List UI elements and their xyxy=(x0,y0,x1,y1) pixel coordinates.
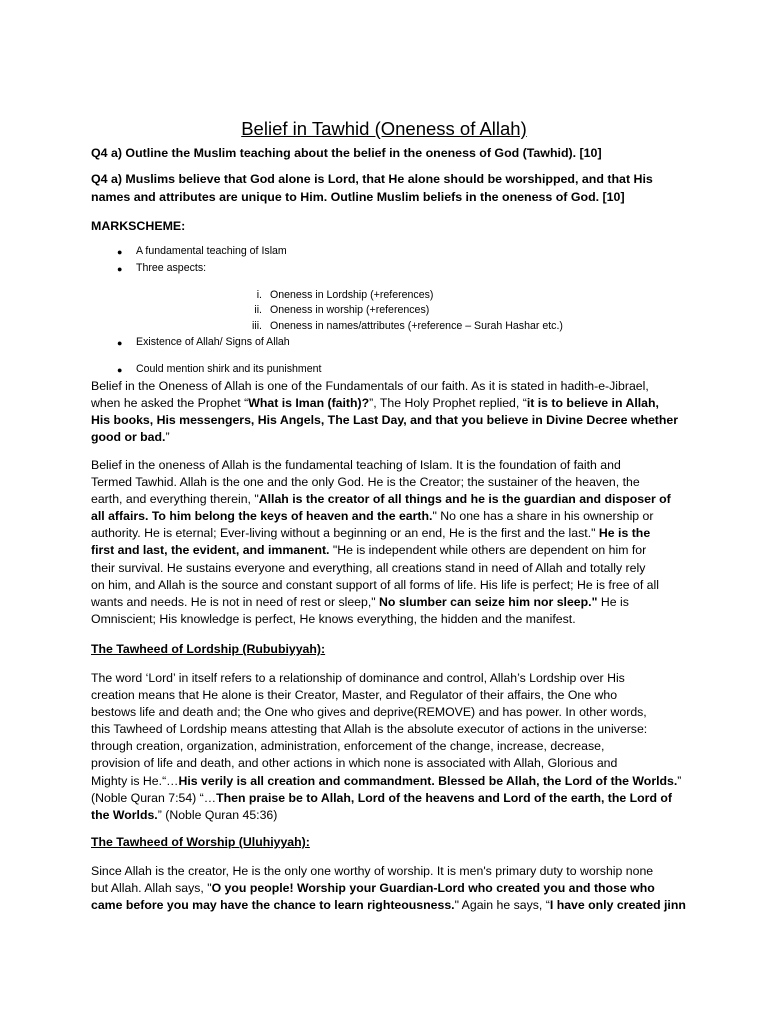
text-run: (Noble Quran 7:54) “… xyxy=(91,790,217,805)
paragraph-line xyxy=(91,378,676,395)
text-run: authority. He is eternal; Ever-living without a beginning or an end, He is the first and the last." xyxy=(91,526,599,541)
text-run: through creation, organization, administration, enforcement of the change, increase, decrease, xyxy=(91,739,605,754)
paragraph-line xyxy=(91,738,676,755)
bold-text: the Worlds. xyxy=(91,807,158,822)
paragraph-line xyxy=(91,863,676,880)
bold-text: it is to believe in Allah, xyxy=(526,396,659,411)
text-run: " No one has a share in his ownership or xyxy=(432,509,654,524)
heading-worship: The Tawheed of Worship (Uluhiyyah): xyxy=(91,835,310,849)
aspect-text: Oneness in worship (+references) xyxy=(270,304,430,316)
aspect-number: i. xyxy=(256,289,262,301)
text-run: "He is independent while others are dependent on him for xyxy=(329,543,647,558)
text-run: on him, and Allah is the source and constant support of all forms of life. His life is perfect; He is free of all xyxy=(91,577,659,592)
bold-text: came before you may have the chance to learn righteousness. xyxy=(91,898,455,913)
bold-text: first and last, the evident, and immanent. xyxy=(91,543,330,558)
paragraph-line xyxy=(91,508,676,525)
markscheme-heading: MARKSCHEME: xyxy=(91,219,186,233)
paragraph-line xyxy=(91,704,676,721)
question-1: Q4 a) Outline the Muslim teaching about the belief in the oneness of God (Tawhid). [10] xyxy=(91,146,602,160)
paragraph-line xyxy=(91,412,679,429)
question-2: Q4 a) Muslims believe that God alone is Lord, that He alone should be worshipped, and that His names and attributes are unique to Him. Outline Muslim beliefs in the oneness of God. [10] xyxy=(91,172,653,204)
bold-text: His verily is all creation and commandment. Blessed be Allah, the Lord of the Worlds. xyxy=(178,773,678,788)
paragraph-line xyxy=(91,790,676,807)
text-run: Omniscient; His knowledge is perfect, He knows everything, the hidden and the manifest. xyxy=(91,611,576,626)
markscheme-bullet: Could mention shirk and its punishment xyxy=(136,363,322,375)
text-run: creation means that He alone is their Creator, Master, and Regulator of their affairs, the One who xyxy=(91,688,618,703)
text-run: The word ‘Lord’ in itself refers to a relationship of dominance and control, Allah’s Lordship over His xyxy=(91,671,625,685)
paragraph-line xyxy=(91,755,676,772)
aspect-text: Oneness in names/attributes (+reference – Surah Hashar etc.) xyxy=(270,320,563,332)
bullet-icon: ● xyxy=(117,247,123,257)
text-run: provision of life and death, and other actions in which none is associated with Allah, Glorious and xyxy=(91,756,618,771)
text-run: He is xyxy=(597,594,629,609)
markscheme-bullet: A fundamental teaching of Islam xyxy=(136,245,287,257)
text-run: Since Allah is the creator, He is the only one worthy of worship. It is men's primary duty to worship none xyxy=(91,864,654,878)
bold-text: His books, His messengers, His Angels, The Last Day, and that you believe in Divine Decree whether xyxy=(91,413,679,428)
markscheme-bullet: Existence of Allah/ Signs of Allah xyxy=(136,336,290,348)
paragraph-line xyxy=(91,429,676,446)
paragraph-line xyxy=(91,542,676,559)
paragraph-line xyxy=(91,525,676,542)
paragraph-line xyxy=(91,611,676,628)
paragraph-line xyxy=(91,577,676,594)
text-run: Mighty is He.“… xyxy=(91,773,179,788)
paragraph-hadith xyxy=(91,378,679,446)
paragraph-line xyxy=(91,457,676,474)
text-run: " Again he says, “ xyxy=(454,898,550,913)
text-run: bestows life and death and; the One who gives and deprive(REMOVE) and has power. In other words, xyxy=(91,705,647,720)
aspect-text: Oneness in Lordship (+references) xyxy=(270,289,434,301)
paragraph-worship xyxy=(91,863,686,914)
paragraph-lordship xyxy=(91,670,682,824)
heading-lordship: The Tawheed of Lordship (Rububiyyah): xyxy=(91,642,326,656)
paragraph-line xyxy=(91,897,686,914)
bold-text: Allah is the creator of all things and he is the guardian and disposer of xyxy=(258,492,671,507)
paragraph-line xyxy=(91,687,676,704)
paragraph-line xyxy=(91,807,676,824)
bold-text: I have only created jinn xyxy=(549,898,686,913)
paragraph-line xyxy=(91,880,676,897)
bold-text: He is the xyxy=(598,526,651,541)
document-title: Belief in Tawhid (Oneness of Allah) xyxy=(241,118,527,139)
text-run: Belief in the oneness of Allah is the fundamental teaching of Islam. It is the foundation of faith and xyxy=(91,458,621,472)
bold-text: good or bad. xyxy=(91,430,166,445)
paragraph-line xyxy=(91,773,682,790)
paragraph-line xyxy=(91,491,676,508)
markscheme-bullet: Three aspects: xyxy=(136,262,207,274)
paragraph-line xyxy=(91,395,676,412)
bold-text: Then praise be to Allah, Lord of the heavens and Lord of the earth, the Lord of xyxy=(216,790,673,805)
text-run: ” xyxy=(165,430,170,445)
text-run: ” (Noble Quran 45:36) xyxy=(157,807,278,822)
bold-text: What is Iman (faith)? xyxy=(248,396,370,411)
text-run: ”, The Holy Prophet replied, “ xyxy=(369,396,527,411)
paragraph-fundamental xyxy=(91,457,676,628)
text-run: wants and needs. He is not in need of rest or sleep," xyxy=(91,594,380,609)
text-run: earth, and everything therein, " xyxy=(91,492,259,507)
paragraph-line xyxy=(91,721,676,738)
aspect-number: ii. xyxy=(254,304,262,316)
text-run: Termed Tawhid. Allah is the one and the only God. He is the Creator; the sustainer of the heaven, the xyxy=(91,475,640,490)
paragraph-line xyxy=(91,474,676,491)
bullet-icon: ● xyxy=(117,338,123,348)
bold-text: No slumber can seize him nor sleep." xyxy=(379,594,598,609)
bullet-icon: ● xyxy=(117,365,123,375)
bold-text: O you people! Worship your Guardian-Lord who created you and those who xyxy=(211,881,655,896)
text-run: ” xyxy=(677,773,682,788)
paragraph-line xyxy=(91,560,676,577)
paragraph-line xyxy=(91,670,676,687)
text-run: but Allah. Allah says, " xyxy=(91,881,212,896)
text-run: Belief in the Oneness of Allah is one of the Fundamentals of our faith. As it is stated in hadith-e-Jibrael, xyxy=(91,379,649,393)
text-run: their survival. He sustains everyone and everything, all creations stand in need of Allah and totally rely xyxy=(91,560,646,575)
paragraph-line xyxy=(91,594,676,611)
aspect-number: iii. xyxy=(251,320,262,332)
bullet-icon: ● xyxy=(117,264,123,274)
text-run: when he asked the Prophet “ xyxy=(91,396,249,411)
bold-text: all affairs. To him belong the keys of heaven and the earth. xyxy=(91,509,433,524)
text-run: this Tawheed of Lordship means attesting that Allah is the absolute executor of actions in the universe: xyxy=(91,722,648,737)
